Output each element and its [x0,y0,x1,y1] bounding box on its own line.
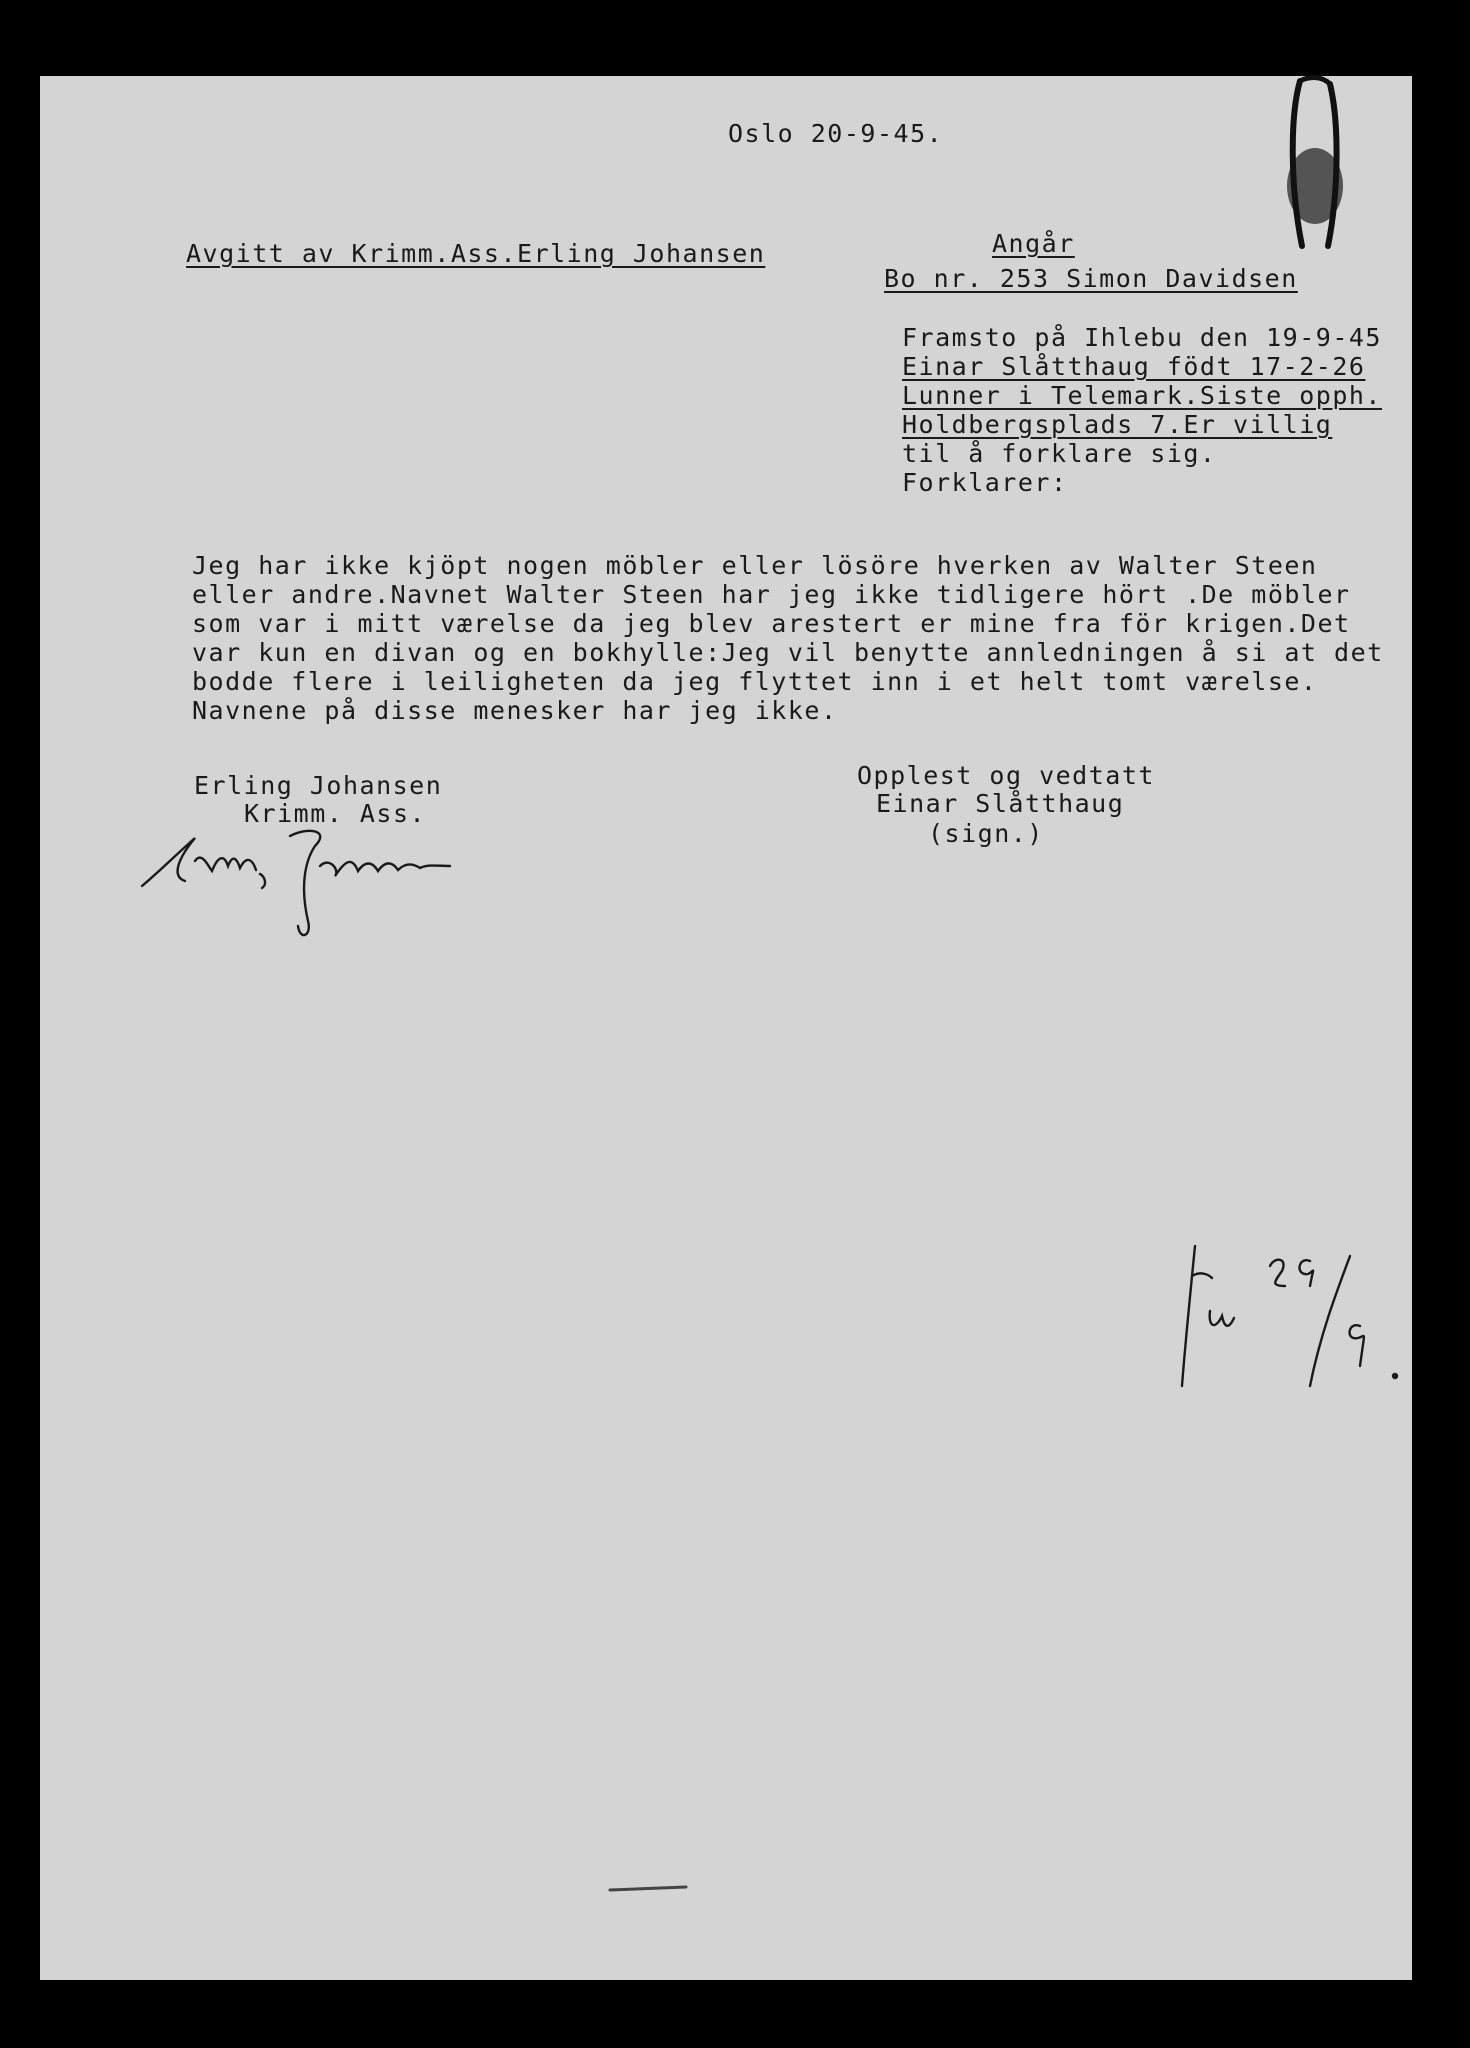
statement-line: Navnene på disse menesker har jeg ikke. [192,696,838,725]
witness-sign: (sign.) [928,819,1044,848]
statement-line: bodde flere i leiligheten da jeg flyttet inn i et helt tomt værelse. [192,667,1318,696]
appearance-line: Lunner i Telemark.Siste opph. [902,381,1382,410]
ink-clip-mark [1260,76,1370,256]
pencil-mark [608,1884,688,1894]
statement-line: Jeg har ikke kjöpt nogen möbler eller lösöre hverken av Walter Steen [192,551,1318,580]
officer-title: Krimm. Ass. [244,799,427,828]
appearance-line: Forklarer: [902,468,1068,497]
statement-line: eller andre.Navnet Walter Steen har jeg ikke tidligere hört .De möbler [192,580,1351,609]
date-line: Oslo 20-9-45. [728,119,944,148]
statement-body [192,551,1392,725]
officer-name: Erling Johansen [194,771,443,800]
regarding-label: Angår [992,229,1075,258]
appearance-line: Einar Slåtthaug födt 17-2-26 [902,352,1366,381]
appearance-details [902,323,1382,497]
appearance-line: Framsto på Ihlebu den 19-9-45 [902,323,1382,352]
appearance-line: Holdbergsplads 7.Er villig [902,410,1333,439]
document-page [40,76,1412,1980]
handwritten-margin-note [1170,1236,1410,1396]
regarding-subject: Bo nr. 253 Simon Davidsen [884,264,1298,293]
statement-line: som var i mitt værelse da jeg blev arestert er mine fra för krigen.Det [192,609,1351,638]
statement-line: var kun en divan og en bokhylle:Jeg vil benytte annledningen å si at det [192,638,1384,667]
witness-line: Opplest og vedtatt [857,761,1155,790]
from-line: Avgitt av Krimm.Ass.Erling Johansen [186,239,766,268]
handwritten-signature [140,826,500,946]
appearance-line: til å forklare sig. [902,439,1217,468]
witness-name: Einar Slåtthaug [876,789,1125,818]
